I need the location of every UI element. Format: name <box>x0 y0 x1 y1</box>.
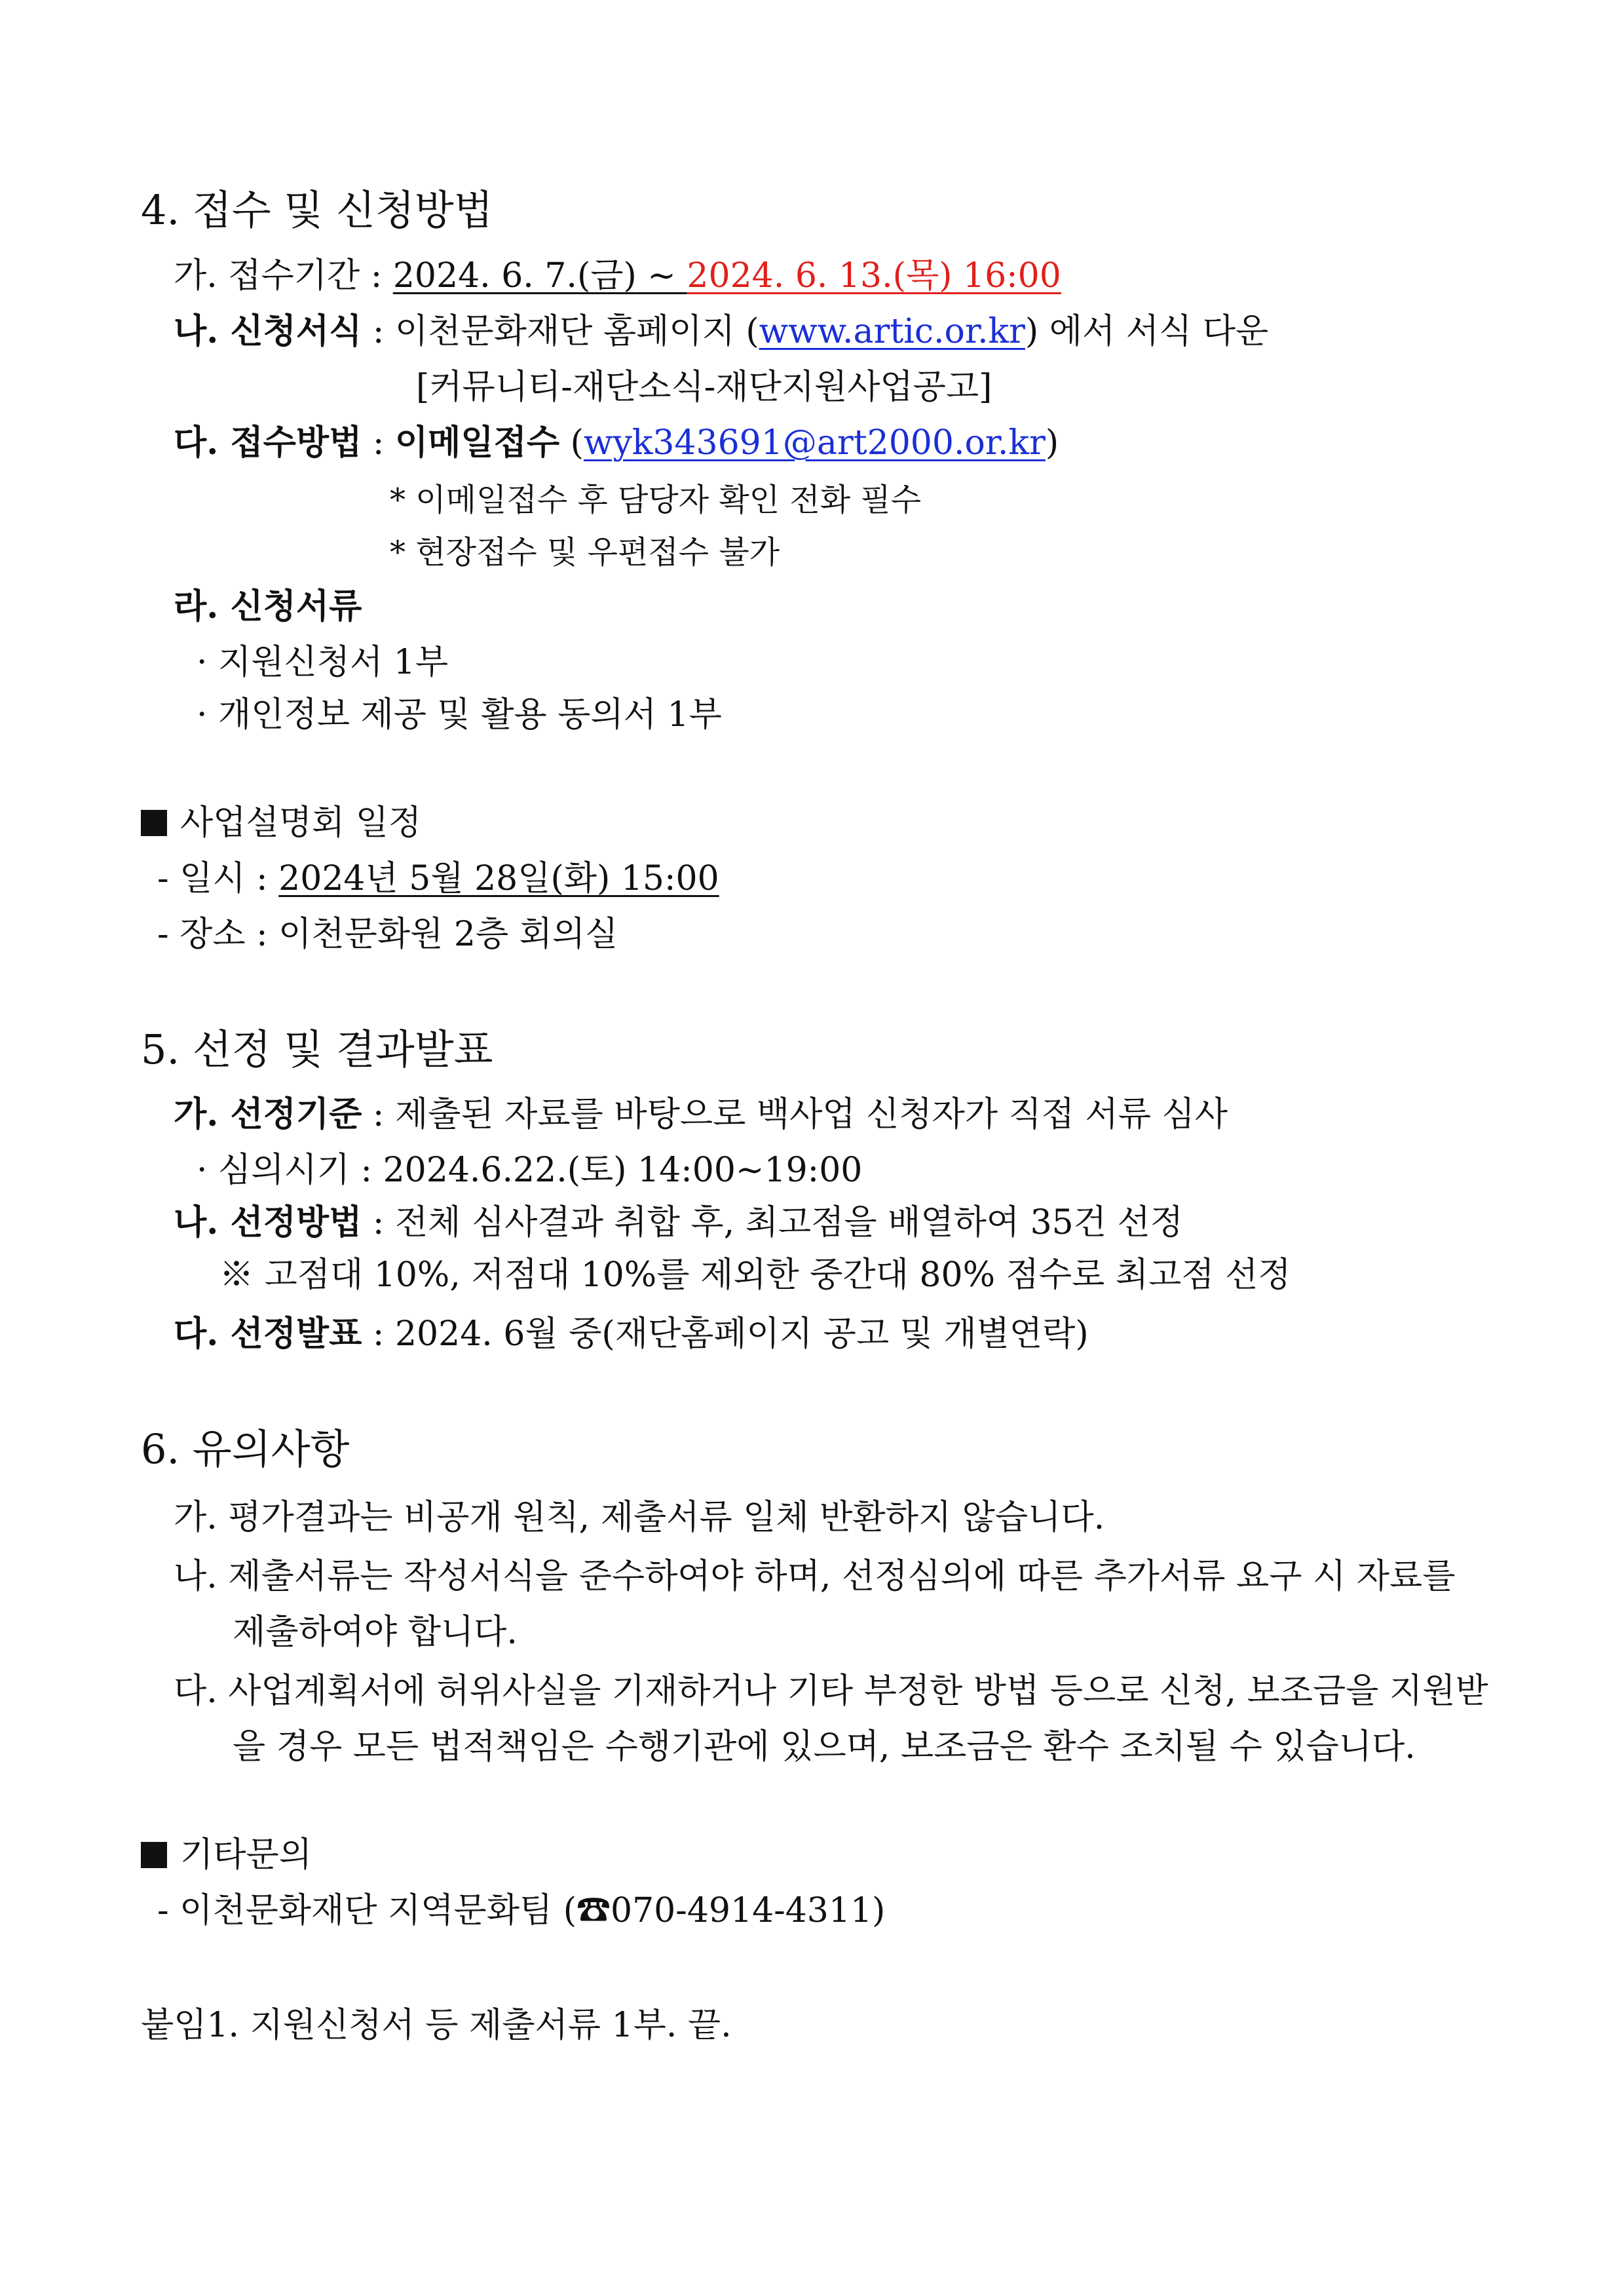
application-form-label: 나. 신청서식 <box>174 311 362 351</box>
email-note-2: * 현장접수 및 우편접수 불가 <box>390 534 780 571</box>
application-form-text-2: ) 에서 서식 다운 <box>1025 312 1269 351</box>
briefing-title <box>141 803 421 843</box>
section5-title: 5. 선정 및 결과발표 <box>141 1025 493 1073</box>
square-bullet-icon <box>141 810 167 836</box>
square-bullet-icon <box>141 1842 167 1868</box>
colon: : <box>362 423 395 463</box>
section4-title: 4. 접수 및 신청방법 <box>141 186 493 234</box>
selection-method-label: 나. 선정방법 <box>174 1202 362 1242</box>
selection-method <box>174 1202 1183 1243</box>
colon: : <box>360 256 393 296</box>
selection-criteria <box>174 1094 1228 1135</box>
notice-item-ga: 가. 평가결과는 비공개 원칙, 제출서류 일체 반환하지 않습니다. <box>174 1498 1105 1537</box>
selection-criteria-label: 가. 선정기준 <box>174 1094 362 1134</box>
application-documents-label: 라. 신청서류 <box>174 586 362 626</box>
paren-close: ) <box>1045 423 1059 463</box>
attachment-line: 붙임1. 지원신청서 등 제출서류 1부. 끝. <box>141 2006 732 2045</box>
inquiry-title-text: 기타문의 <box>180 1835 312 1875</box>
notice-item-da-line2: 을 경우 모든 법적책임은 수행기관에 있으며, 보조금은 환수 조치될 수 있습니다. <box>233 1727 1416 1767</box>
tilde: ~ <box>636 256 687 296</box>
application-form-text: 이천문화재단 홈페이지 ( <box>394 312 759 351</box>
notice-item-da-line1: 다. 사업계획서에 허위사실을 기재하거나 기타 부정한 방법 등으로 신청, 보조금을 지원받 <box>174 1672 1488 1711</box>
notice-item-na-line2: 제출하여야 합니다. <box>233 1613 518 1652</box>
reception-end-date: 2024. 6. 13.(목) 16:00 <box>687 256 1061 296</box>
reception-method-label: 다. 접수방법 <box>174 423 362 463</box>
selection-method-text: : 전체 심사결과 취합 후, 최고점을 배열하여 35건 선정 <box>362 1203 1183 1242</box>
section4-application-form <box>174 311 1268 352</box>
selection-announcement-text: : 2024. 6월 중(재단홈페이지 공고 및 개별연락) <box>362 1314 1089 1354</box>
inquiry-title <box>141 1835 312 1875</box>
briefing-date <box>157 858 719 899</box>
document-item-2: · 개인정보 제공 및 활용 동의서 1부 <box>197 695 722 735</box>
section6-title: 6. 유의사항 <box>141 1425 350 1473</box>
notice-item-na-line1: 나. 제출서류는 작성서식을 준수하여야 하며, 선정심의에 따른 추가서류 요구 시 자료를 <box>174 1557 1456 1596</box>
inquiry-contact: - 이천문화재단 지역문화팀 (☎070-4914-4311) <box>157 1891 886 1930</box>
briefing-title-text: 사업설명회 일정 <box>180 803 422 843</box>
review-period: · 심의시기 : 2024.6.22.(토) 14:00~19:00 <box>197 1151 863 1190</box>
reception-start-date: 2024. 6. 7.(금) <box>392 256 637 296</box>
email-link[interactable]: wyk343691@art2000.or.kr <box>583 423 1046 463</box>
reception-period-label: 가. 접수기간 <box>174 256 360 296</box>
colon: : <box>362 312 395 351</box>
application-form-path: [커뮤니티-재단소식-재단지원사업공고] <box>416 368 992 407</box>
section4-reception-period <box>174 256 1061 296</box>
selection-method-note: ※ 고점대 10%, 저점대 10%를 제외한 중간대 80% 점수로 최고점 선정 <box>219 1255 1291 1295</box>
briefing-place: - 장소 : 이천문화원 2층 회의실 <box>157 915 618 954</box>
selection-announcement <box>174 1314 1089 1354</box>
selection-criteria-text: : 제출된 자료를 바탕으로 백사업 신청자가 직접 서류 심사 <box>362 1095 1228 1134</box>
briefing-date-value: 2024년 5월 28일(화) 15:00 <box>278 859 719 898</box>
section4-reception-method <box>174 423 1059 463</box>
briefing-date-label: - 일시 : <box>157 859 279 898</box>
email-note-1: * 이메일접수 후 담당자 확인 전화 필수 <box>390 482 922 518</box>
document-item-1: · 지원신청서 1부 <box>197 643 449 682</box>
paren-open: ( <box>559 423 584 463</box>
homepage-link[interactable]: www.artic.or.kr <box>759 312 1025 351</box>
email-reception: 이메일접수 <box>394 423 560 463</box>
selection-announcement-label: 다. 선정발표 <box>174 1314 362 1354</box>
